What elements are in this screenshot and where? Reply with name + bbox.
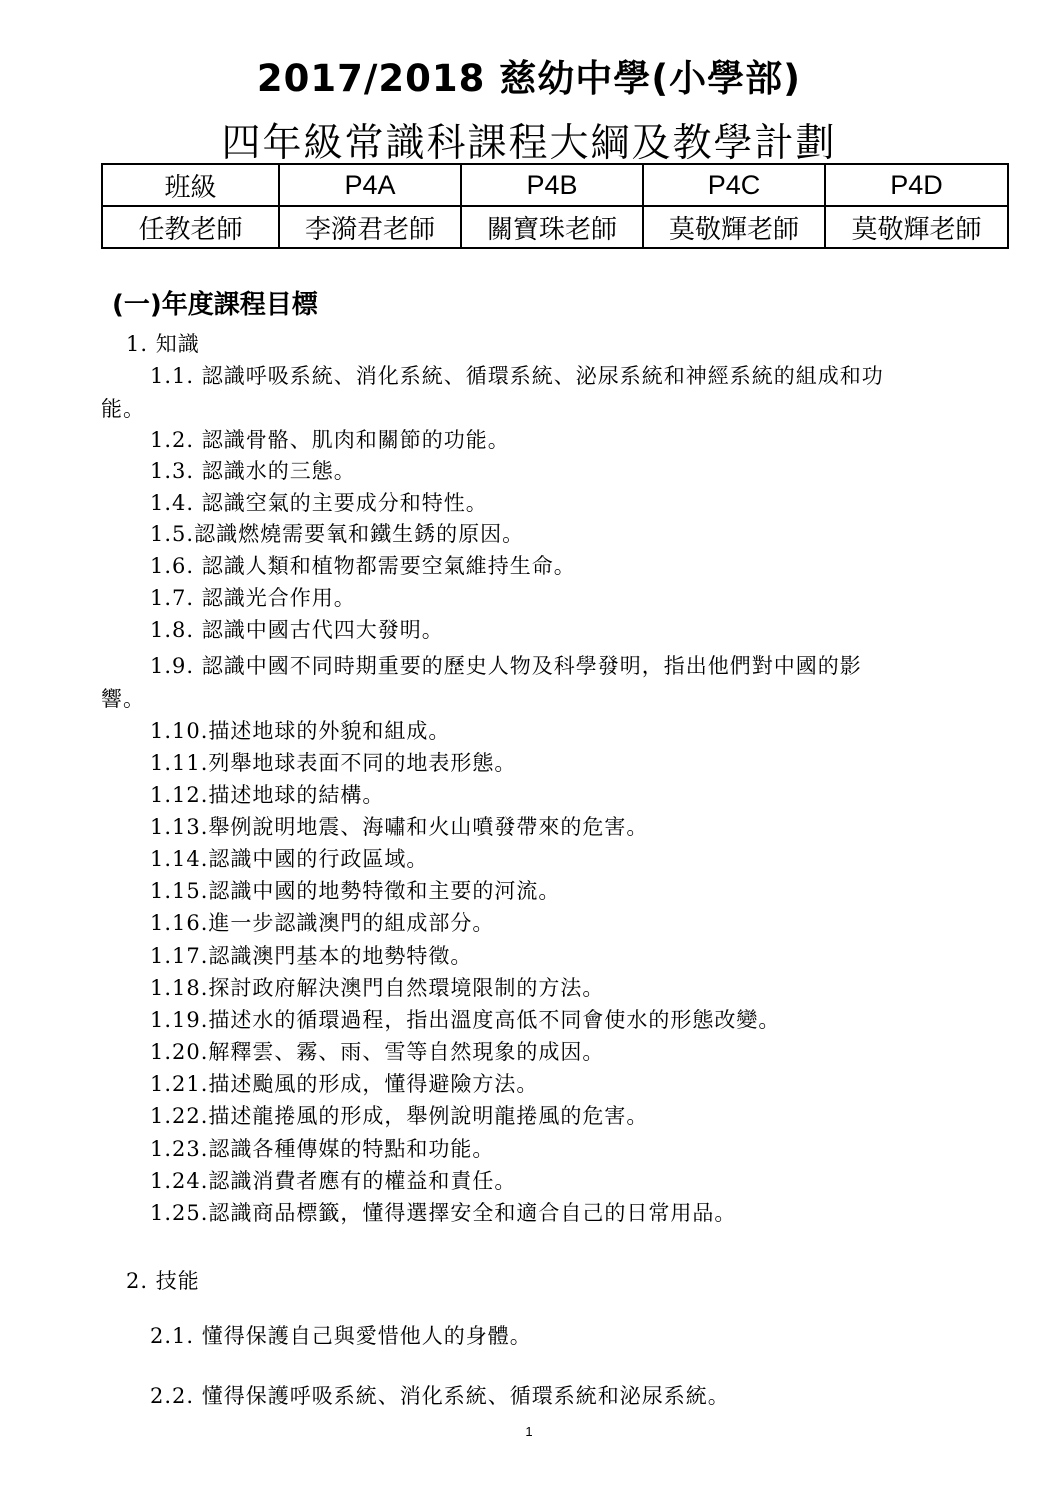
list-item: 1.17.認識澳門基本的地勢特徵。 xyxy=(150,944,473,968)
table-cell: 班級 xyxy=(102,164,279,206)
list-item: 1.6. 認識人類和植物都需要空氣維持生命。 xyxy=(150,554,576,578)
list-item: 1.7. 認識光合作用。 xyxy=(150,586,356,610)
list-item: 1.10.描述地球的外貌和組成。 xyxy=(150,719,451,743)
table-cell: P4B xyxy=(461,164,643,206)
table-cell: 任教老師 xyxy=(102,206,279,248)
list-item: 1.18.探討政府解決澳門自然環境限制的方法。 xyxy=(150,976,605,1000)
list-item-continuation: 能。 xyxy=(101,397,145,421)
list-item: 1.21.描述颱風的形成，懂得避險方法。 xyxy=(150,1072,539,1096)
list-item: 1.5.認識燃燒需要氧和鐵生銹的原因。 xyxy=(150,522,525,546)
table-row xyxy=(102,164,1008,206)
table-cell: 關寶珠老師 xyxy=(461,206,643,248)
list-item: 2.1. 懂得保護自己與愛惜他人的身體。 xyxy=(150,1324,532,1348)
section-title: (一)年度課程目標 xyxy=(112,290,318,320)
list-item: 1.8. 認識中國古代四大發明。 xyxy=(150,618,444,642)
skills-heading: 2. 技能 xyxy=(126,1269,200,1293)
document-title: 2017/2018 慈幼中學(小學部) xyxy=(256,57,802,100)
table-cell: P4C xyxy=(643,164,825,206)
list-item: 1.22.描述龍捲風的形成，舉例說明龍捲風的危害。 xyxy=(150,1104,649,1128)
list-item: 1.3. 認識水的三態。 xyxy=(150,459,356,483)
table-cell: 李漪君老師 xyxy=(279,206,461,248)
list-item: 1.20.解釋雲、霧、雨、雪等自然現象的成因。 xyxy=(150,1040,605,1064)
teacher-table xyxy=(101,163,1009,249)
list-item: 1.2. 認識骨骼、肌肉和關節的功能。 xyxy=(150,428,510,452)
list-item: 1.14.認識中國的行政區域。 xyxy=(150,847,429,871)
list-item: 2.2. 懂得保護呼吸系統、消化系統、循環系統和泌尿系統。 xyxy=(150,1384,730,1408)
list-item: 1.23.認識各種傳媒的特點和功能。 xyxy=(150,1137,495,1161)
list-item: 1.12.描述地球的結構。 xyxy=(150,783,385,807)
table-cell: P4D xyxy=(825,164,1008,206)
list-item: 1.24.認識消費者應有的權益和責任。 xyxy=(150,1169,517,1193)
page-number: 1 xyxy=(525,1424,533,1439)
list-item-continuation: 響。 xyxy=(101,687,145,711)
list-item: 1.4. 認識空氣的主要成分和特性。 xyxy=(150,491,488,515)
list-item: 1.19.描述水的循環過程，指出溫度高低不同會使水的形態改變。 xyxy=(150,1008,781,1032)
list-item: 1.16.進一步認識澳門的組成部分。 xyxy=(150,911,495,935)
list-item: 1.25.認識商品標籤，懂得選擇安全和適合自己的日常用品。 xyxy=(150,1201,737,1225)
list-item: 1.11.列舉地球表面不同的地表形態。 xyxy=(150,751,517,775)
list-item: 1.1. 認識呼吸系統、消化系統、循環系統、泌尿系統和神經系統的組成和功 xyxy=(150,364,884,388)
table-cell: 莫敬輝老師 xyxy=(825,206,1008,248)
table-row xyxy=(102,206,1008,248)
table-cell: 莫敬輝老師 xyxy=(643,206,825,248)
list-item: 1.9. 認識中國不同時期重要的歷史人物及科學發明，指出他們對中國的影 xyxy=(150,654,862,678)
document-subtitle: 四年級常識科課程大綱及教學計劃 xyxy=(221,121,837,166)
list-item: 1.13.舉例說明地震、海嘯和火山噴發帶來的危害。 xyxy=(150,815,649,839)
list-item: 1.15.認識中國的地勢特徵和主要的河流。 xyxy=(150,879,561,903)
knowledge-heading: 1. 知識 xyxy=(126,332,200,356)
table-cell: P4A xyxy=(279,164,461,206)
